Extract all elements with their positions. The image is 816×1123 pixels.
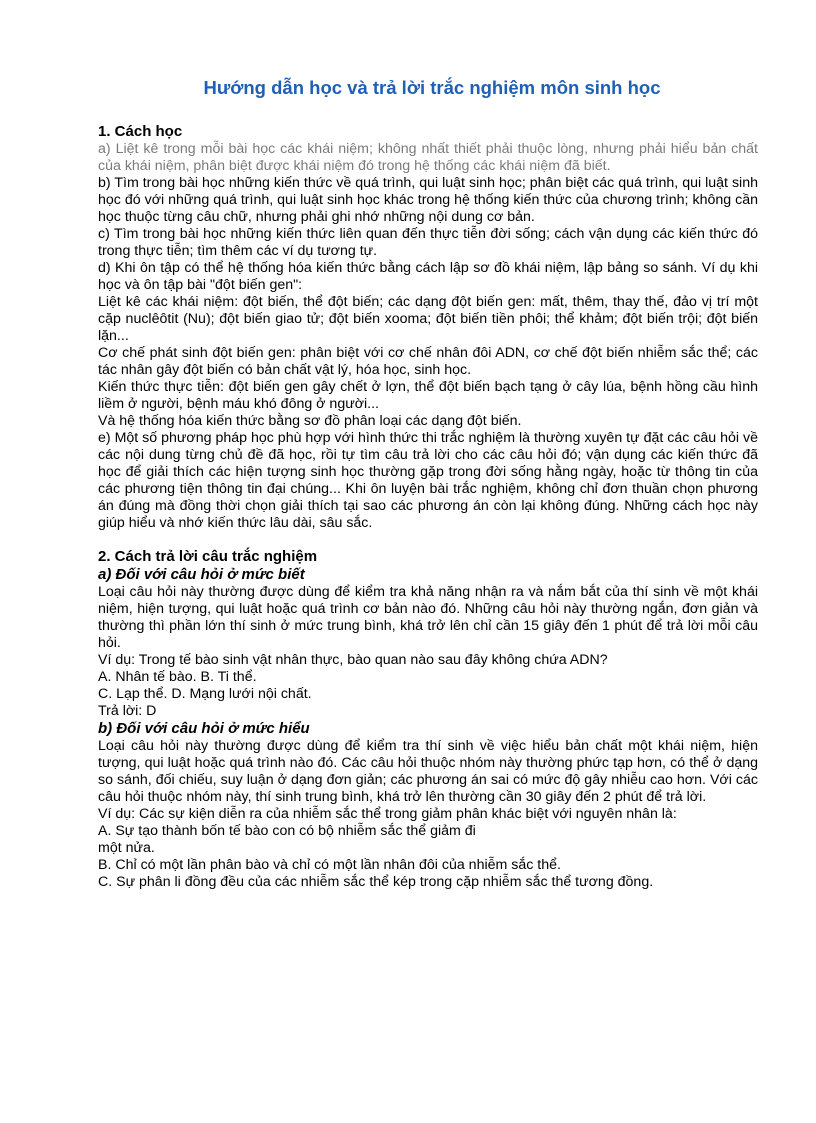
paragraph-understand-description: Loại câu hỏi này thường được dùng để kiểm tra thí sinh về việc hiểu bản chất một khái niệm, hiện tượng, qui luật hoặc quá trình nào đó. Các câu hỏi thuộc nhóm này thường phức tạp hơn, có thể ở dạng so sánh, đối chiếu, suy luận ở dạng đơn giản; các phương án sai có mức độ gây nhiễu cao hơn. Với các câu hỏi thuộc nhóm này, thí sinh trung bình, khá trở lên thường cần 30 giây đến 2 phút để trả lời. <box>98 738 758 805</box>
paragraph-e: e) Một số phương pháp học phù hợp với hình thức thi trắc nghiệm là thường xuyên tự đặt các câu hỏi về các nội dung từng chủ đề đã học, rồi tự tìm câu trả lời cho các câu hỏi đó; vận dụng các kiến thức đã học để giải thích các hiện tượng sinh học thường gặp trong đời sống hằng ngày, hoặc từ thông tin của các phương tiện thông tin đại chúng... Khi ôn luyện bài trắc nghiệm, không chỉ đơn thuần chọn phương án đúng mà đồng thời chọn giải thích tại sao các phương án còn lại không đúng. Những cách học này giúp hiểu và nhớ kiến thức lâu dài, sâu sắc. <box>98 430 758 531</box>
paragraph-d: d) Khi ôn tập có thể hệ thống hóa kiến thức bằng cách lập sơ đồ khái niệm, lập bảng so sánh. Ví dụ khi học và ôn tập bài "đột biến gen": <box>98 260 758 293</box>
section-heading: 2. Cách trả lời câu trắc nghiệm <box>98 548 318 565</box>
section-spacer <box>98 532 758 548</box>
paragraph-d-mechanism: Cơ chế phát sinh đột biến gen: phân biệt với cơ chế nhân đôi ADN, cơ chế đột biến nhiễm sắc thể; các tác nhân gây đột biến có bản chất vật lý, hóa học, sinh học. <box>98 345 758 378</box>
example-question: Ví dụ: Các sự kiện diễn ra của nhiễm sắc thể trong giảm phân khác biệt với nguyên nhân là: <box>98 806 677 822</box>
paragraph-d-practice: Kiến thức thực tiễn: đột biến gen gây chết ở lợn, thể đột biến bạch tạng ở cây lúa, bệnh hồng cầu hình liềm ở người, bệnh máu khó đông ở người... <box>98 379 758 412</box>
section-learning-method <box>98 123 758 532</box>
section-answering <box>98 548 758 891</box>
example-option-c: C. Sự phân li đồng đều của các nhiễm sắc thể kép trong cặp nhiễm sắc thể tương đồng. <box>98 874 654 890</box>
paragraph-b: b) Tìm trong bài học những kiến thức về quá trình, qui luật sinh học; phân biệt các quá trình, qui luật sinh học đó với những quá trình, qui luật sinh học khác trong hệ thống kiến thức của chương trình; không cần học thuộc từng câu chữ, nhưng phải ghi nhớ những nội dung cơ bản. <box>98 175 758 225</box>
example-option-a: A. Sự tạo thành bốn tế bào con có bộ nhiễm sắc thể giảm đi <box>98 823 476 839</box>
example-option-b: B. Chỉ có một lần phân bào và chỉ có một lần nhân đôi của nhiễm sắc thể. <box>98 857 561 873</box>
paragraph-know-description: Loại câu hỏi này thường được dùng để kiểm tra khả năng nhận ra và nắm bắt của thí sinh về một khái niệm, hiện tượng, qui luật hoặc quá trình cơ bản nào đó. Những câu hỏi này thường ngắn, đơn giản và thường thì phần lớn thí sinh ở mức trung bình, khá trở lên chỉ cần 15 giây đến 1 phút để trả lời mỗi câu hỏi. <box>98 584 758 651</box>
subsection-heading-know: a) Đối với câu hỏi ở mức biết <box>98 566 305 583</box>
subsection-heading-understand: b) Đối với câu hỏi ở mức hiểu <box>98 720 310 737</box>
example-answer: Trả lời: D <box>98 703 157 719</box>
paragraph-c: c) Tìm trong bài học những kiến thức liên quan đến thực tiễn đời sống; cách vận dụng các kiến thức đó trong thực tiễn; tìm thêm các ví dụ tương tự. <box>98 226 758 259</box>
example-options: C. Lạp thể. D. Mạng lưới nội chất. <box>98 686 312 702</box>
example-question: Ví dụ: Trong tế bào sinh vật nhân thực, bào quan nào sau đây không chứa ADN? <box>98 652 608 668</box>
paragraph-d-concepts: Liệt kê các khái niệm: đột biến, thể đột biến; các dạng đột biến gen: mất, thêm, thay thế, đảo vị trí một cặp nuclêôtit (Nu); đột biến giao tử; đột biến xooma; đột biến tiền phôi; thể khảm; đột biến trội; đột biến lặn... <box>98 294 758 344</box>
example-option-a-cont: một nửa. <box>98 840 155 856</box>
document-title: Hướng dẫn học và trả lời trắc nghiệm môn sinh học <box>203 77 661 98</box>
paragraph-a: a) Liệt kê trong mỗi bài học các khái niệm; không nhất thiết phải thuộc lòng, nhưng phải hiểu bản chất của khái niệm, phân biệt được khái niệm đó trong hệ thống các khái niệm đã biết. <box>98 141 758 174</box>
paragraph-d-summary: Và hệ thống hóa kiến thức bằng sơ đồ phân loại các dạng đột biến. <box>98 413 522 429</box>
example-options: A. Nhân tế bào. B. Ti thể. <box>98 669 257 685</box>
section-heading: 1. Cách học <box>98 123 183 140</box>
